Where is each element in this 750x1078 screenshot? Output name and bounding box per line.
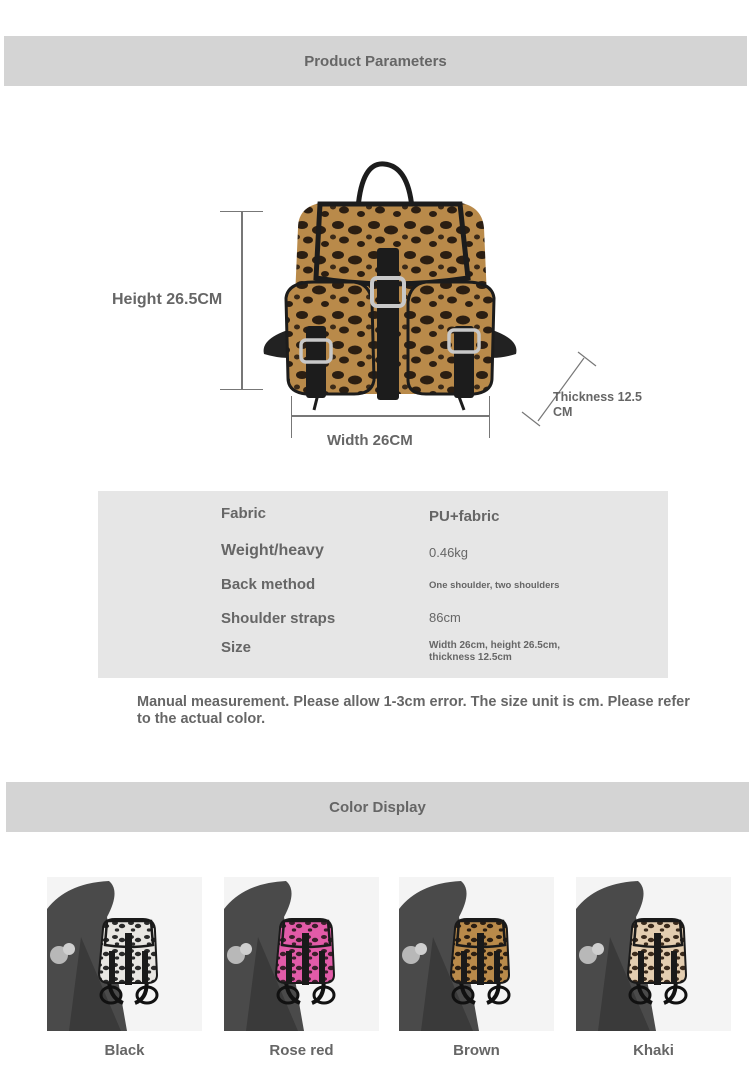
color-swatch-label: Rose red (269, 1042, 334, 1059)
width-line (292, 415, 489, 417)
color-swatch-label: Black (104, 1042, 145, 1059)
param-value: 86cm (429, 610, 461, 625)
height-bottom-tick (220, 389, 263, 390)
height-top-tick (220, 211, 263, 212)
height-label: Height 26.5CM (112, 291, 223, 308)
product-parameters-banner (4, 36, 747, 86)
backpack-image (258, 158, 522, 414)
color-swatch-image[interactable] (399, 877, 554, 1031)
param-label: Shoulder straps (221, 610, 336, 627)
param-label: Fabric (221, 505, 267, 522)
color-display-title: Color Display (329, 798, 426, 816)
param-value: One shoulder, two shoulders (429, 580, 560, 591)
thickness-label: Thickness 12.5 CM (553, 390, 642, 419)
parameter-table (98, 491, 668, 678)
color-swatch-image[interactable] (47, 877, 202, 1031)
color-swatch-label: Khaki (633, 1042, 674, 1059)
color-swatch-label: Brown (453, 1042, 500, 1059)
param-value: Width 26cm, height 26.5cm, thickness 12.5cm (429, 640, 561, 663)
width-label: Width 26CM (327, 432, 413, 449)
param-value: 0.46kg (429, 545, 469, 560)
param-label: Size (221, 639, 252, 656)
param-label: Back method (221, 576, 316, 593)
product-parameters-title: Product Parameters (304, 52, 447, 70)
color-swatch-image[interactable] (224, 877, 379, 1031)
color-display-banner (6, 782, 749, 832)
height-line (241, 212, 243, 389)
measurement-note: Manual measurement. Please allow 1-3cm error. The size unit is cm. Please refer to the actual color. (137, 694, 690, 727)
param-label: Weight/heavy (221, 542, 324, 559)
color-swatch-image[interactable] (576, 877, 731, 1031)
param-value: PU+fabric (429, 508, 500, 525)
